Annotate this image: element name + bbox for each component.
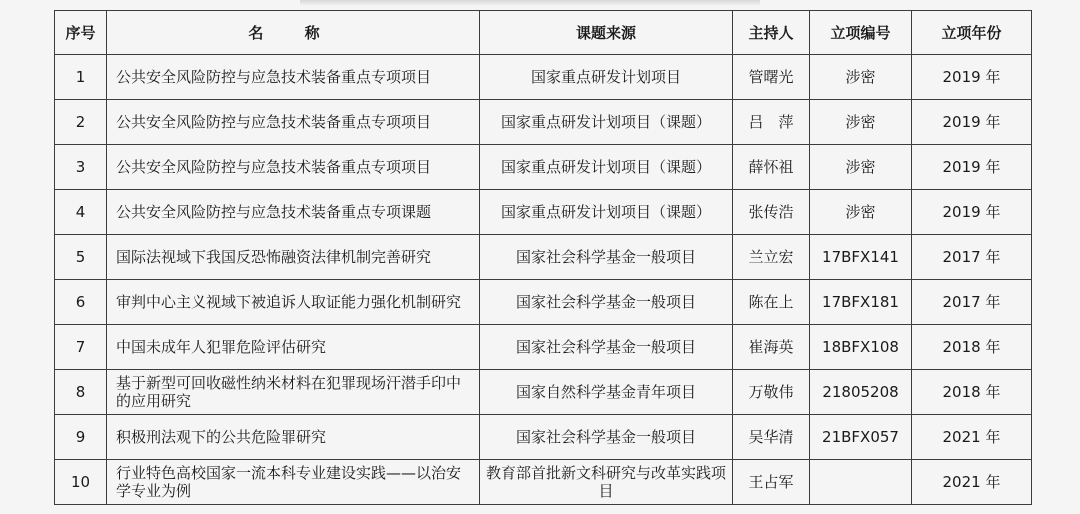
cell-name: 审判中心主义视域下被追诉人取证能力强化机制研究 bbox=[107, 280, 480, 325]
cell-name: 公共安全风险防控与应急技术装备重点专项项目 bbox=[107, 100, 480, 145]
header-source: 课题来源 bbox=[480, 11, 733, 55]
table-row bbox=[55, 100, 1032, 145]
cell-name: 公共安全风险防控与应急技术装备重点专项课题 bbox=[107, 190, 480, 235]
cell-host: 崔海英 bbox=[733, 325, 810, 370]
cell-host: 薛怀祖 bbox=[733, 145, 810, 190]
cell-code: 21BFX057 bbox=[810, 415, 912, 460]
header-code: 立项编号 bbox=[810, 11, 912, 55]
cell-source: 国家社会科学基金一般项目 bbox=[480, 280, 733, 325]
table-row bbox=[55, 145, 1032, 190]
cell-source: 国家社会科学基金一般项目 bbox=[480, 325, 733, 370]
cell-code: 涉密 bbox=[810, 190, 912, 235]
cell-name: 公共安全风险防控与应急技术装备重点专项项目 bbox=[107, 55, 480, 100]
cell-no: 4 bbox=[55, 190, 107, 235]
cell-year: 2019 年 bbox=[912, 100, 1032, 145]
cell-no: 1 bbox=[55, 55, 107, 100]
cell-year: 2019 年 bbox=[912, 190, 1032, 235]
cell-host: 王占军 bbox=[733, 460, 810, 505]
cell-host: 吴华清 bbox=[733, 415, 810, 460]
cell-code: 17BFX141 bbox=[810, 235, 912, 280]
cell-code: 涉密 bbox=[810, 100, 912, 145]
cell-no: 7 bbox=[55, 325, 107, 370]
table-row bbox=[55, 190, 1032, 235]
cell-code: 17BFX181 bbox=[810, 280, 912, 325]
cell-source: 国家重点研发计划项目（课题） bbox=[480, 145, 733, 190]
table-row bbox=[55, 370, 1032, 415]
project-table bbox=[54, 10, 1032, 505]
cell-year: 2021 年 bbox=[912, 460, 1032, 505]
cell-code bbox=[810, 460, 912, 505]
header-year: 立项年份 bbox=[912, 11, 1032, 55]
cell-name: 积极刑法观下的公共危险罪研究 bbox=[107, 415, 480, 460]
header-name: 名 称 bbox=[107, 11, 480, 55]
cell-no: 3 bbox=[55, 145, 107, 190]
cell-source: 国家重点研发计划项目 bbox=[480, 55, 733, 100]
header-host: 主持人 bbox=[733, 11, 810, 55]
cell-year: 2019 年 bbox=[912, 145, 1032, 190]
table-row bbox=[55, 55, 1032, 100]
cell-host: 管曙光 bbox=[733, 55, 810, 100]
cell-source: 国家社会科学基金一般项目 bbox=[480, 235, 733, 280]
cell-name: 行业特色高校国家一流本科专业建设实践——以治安学专业为例 bbox=[107, 460, 480, 505]
table-row bbox=[55, 325, 1032, 370]
page-top-edge bbox=[300, 0, 760, 6]
cell-no: 8 bbox=[55, 370, 107, 415]
cell-no: 2 bbox=[55, 100, 107, 145]
cell-name: 国际法视域下我国反恐怖融资法律机制完善研究 bbox=[107, 235, 480, 280]
cell-no: 5 bbox=[55, 235, 107, 280]
table-row bbox=[55, 460, 1032, 505]
cell-host: 吕 萍 bbox=[733, 100, 810, 145]
cell-year: 2017 年 bbox=[912, 235, 1032, 280]
table-row bbox=[55, 235, 1032, 280]
cell-name: 基于新型可回收磁性纳米材料在犯罪现场汗潜手印中的应用研究 bbox=[107, 370, 480, 415]
cell-no: 9 bbox=[55, 415, 107, 460]
cell-year: 2021 年 bbox=[912, 415, 1032, 460]
cell-name: 中国未成年人犯罪危险评估研究 bbox=[107, 325, 480, 370]
table-row bbox=[55, 415, 1032, 460]
cell-year: 2019 年 bbox=[912, 55, 1032, 100]
table-header-row bbox=[55, 11, 1032, 55]
header-no: 序号 bbox=[55, 11, 107, 55]
cell-host: 兰立宏 bbox=[733, 235, 810, 280]
cell-name: 公共安全风险防控与应急技术装备重点专项项目 bbox=[107, 145, 480, 190]
cell-host: 张传浩 bbox=[733, 190, 810, 235]
cell-host: 万敬伟 bbox=[733, 370, 810, 415]
cell-year: 2018 年 bbox=[912, 370, 1032, 415]
cell-source: 教育部首批新文科研究与改革实践项目 bbox=[480, 460, 733, 505]
cell-no: 6 bbox=[55, 280, 107, 325]
table-row bbox=[55, 280, 1032, 325]
cell-code: 涉密 bbox=[810, 145, 912, 190]
cell-source: 国家重点研发计划项目（课题） bbox=[480, 100, 733, 145]
cell-source: 国家社会科学基金一般项目 bbox=[480, 415, 733, 460]
cell-host: 陈在上 bbox=[733, 280, 810, 325]
cell-code: 涉密 bbox=[810, 55, 912, 100]
cell-year: 2017 年 bbox=[912, 280, 1032, 325]
cell-no: 10 bbox=[55, 460, 107, 505]
cell-code: 21805208 bbox=[810, 370, 912, 415]
cell-year: 2018 年 bbox=[912, 325, 1032, 370]
cell-source: 国家重点研发计划项目（课题） bbox=[480, 190, 733, 235]
cell-source: 国家自然科学基金青年项目 bbox=[480, 370, 733, 415]
cell-code: 18BFX108 bbox=[810, 325, 912, 370]
